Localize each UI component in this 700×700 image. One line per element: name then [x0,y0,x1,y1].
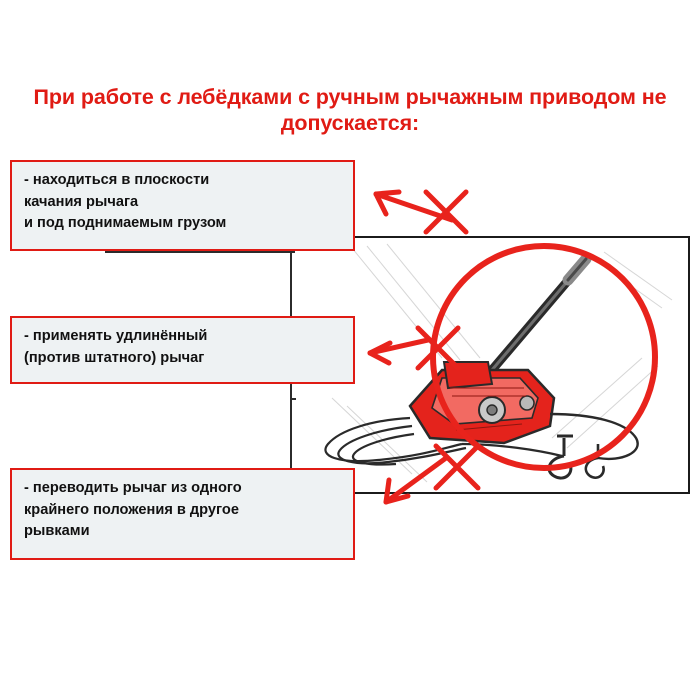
title-line-2: приводом не допускается: [280,85,667,135]
callout-box-prohibition-3 [10,468,355,560]
callout-box-prohibition-2 [10,316,355,384]
callout-2-line-1: - применять удлинённый [24,328,208,344]
callout-box-prohibition-1 [10,160,355,251]
callout-2-line-2: (против штатного) рычаг [24,349,205,366]
red-circle-highlight [430,243,658,471]
callout-1-line-3: и под поднимаемым грузом [24,215,227,231]
callout-3-line-3: рывками [24,523,90,539]
x-mark-bottom [430,440,484,494]
callout-1-line-1: - находиться в плоскости [24,172,210,188]
connector-1-horizontal [105,251,295,253]
callout-3-line-2: крайнего положения в другое [24,501,239,518]
x-mark-middle [412,322,464,374]
title-line-1: При работе с лебёдками с ручным рычажным [33,85,524,109]
callout-3-line-1: - переводить рычаг из одного [24,480,242,496]
callout-1-line-2: качания рычага [24,193,139,210]
x-mark-top [420,186,472,238]
page-title [20,84,680,136]
